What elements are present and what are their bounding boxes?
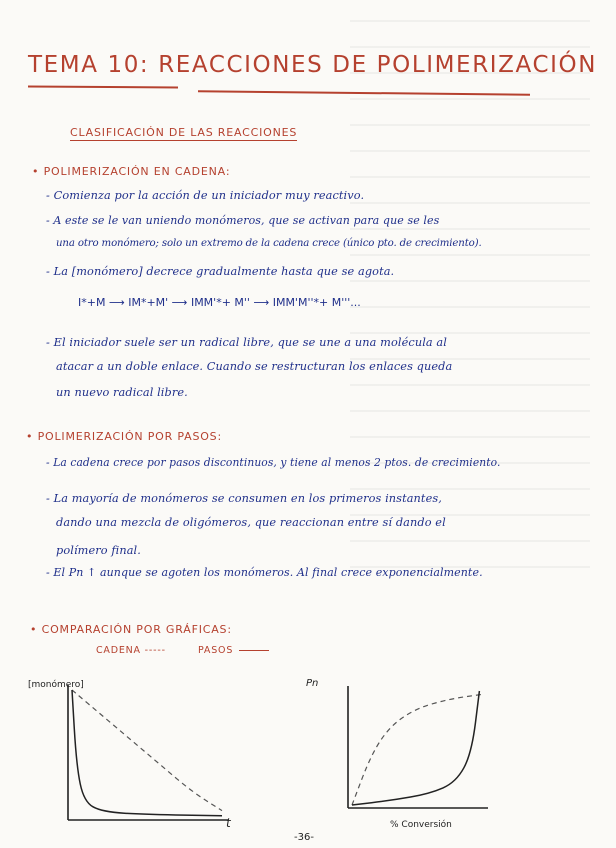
- chain-line: - Comienza por la acción de un iniciador muy reactivo.: [46, 189, 365, 202]
- steps-line: - El Pn ↑ aunque se agoten los monómeros. Al final crece exponencialmente.: [46, 566, 483, 579]
- comparison-heading: • COMPARACIÓN POR GRÁFICAS:: [30, 623, 232, 636]
- chart1-series-cadena: [72, 690, 222, 811]
- chart2-ylabel: Pn: [306, 678, 319, 689]
- legend-steps: PASOS: [198, 645, 269, 656]
- chart2-series-pasos: [352, 691, 479, 805]
- legend-chain: CADENA -----: [96, 645, 166, 656]
- chain-line: - El iniciador suele ser un radical libre, que se une a una molécula al: [46, 336, 447, 349]
- chain-line: atacar a un doble enlace. Cuando se restructuran los enlaces queda: [56, 360, 453, 373]
- chain-line: una otro monómero; solo un extremo de la cadena crece (único pto. de crecimiento).: [56, 238, 482, 249]
- title-underline: [28, 85, 178, 88]
- chart2-series-cadena: [352, 694, 482, 805]
- chart1-xlabel: t: [226, 816, 231, 830]
- page-number: -36-: [294, 832, 314, 843]
- chain-line: - La [monómero] decrece gradualmente hasta que se agota.: [46, 265, 395, 278]
- pn-vs-conversion-chart: [330, 670, 500, 820]
- chain-line: - A este se le van uniendo monómeros, que se activan para que se les: [46, 214, 440, 227]
- page-title: TEMA 10: REACCIONES DE POLIMERIZACIÓN: [28, 52, 597, 78]
- section-heading: CLASIFICACIÓN DE LAS REACCIONES: [70, 126, 298, 139]
- chart1-ylabel: [monómero]: [28, 680, 84, 690]
- steps-line: - La cadena crece por pasos discontinuos, y tiene al menos 2 ptos. de crecimiento.: [46, 456, 501, 469]
- steps-line: dando una mezcla de oligómeros, que reaccionan entre sí dando el: [56, 516, 446, 529]
- monomer-vs-time-chart: [20, 670, 250, 835]
- steps-heading: • POLIMERIZACIÓN POR PASOS:: [26, 430, 222, 443]
- title-underline: [198, 90, 530, 95]
- chain-formula: I*+M ⟶ IM*+M' ⟶ IMM'*+ M'' ⟶ IMM'M''*+ M'''...: [78, 296, 361, 309]
- steps-line: polímero final.: [56, 544, 141, 557]
- chain-heading: • POLIMERIZACIÓN EN CADENA:: [32, 165, 231, 178]
- chart2-xlabel: % Conversión: [390, 820, 452, 830]
- steps-line: - La mayoría de monómeros se consumen en los primeros instantes,: [46, 492, 442, 505]
- chain-line: un nuevo radical libre.: [56, 386, 188, 399]
